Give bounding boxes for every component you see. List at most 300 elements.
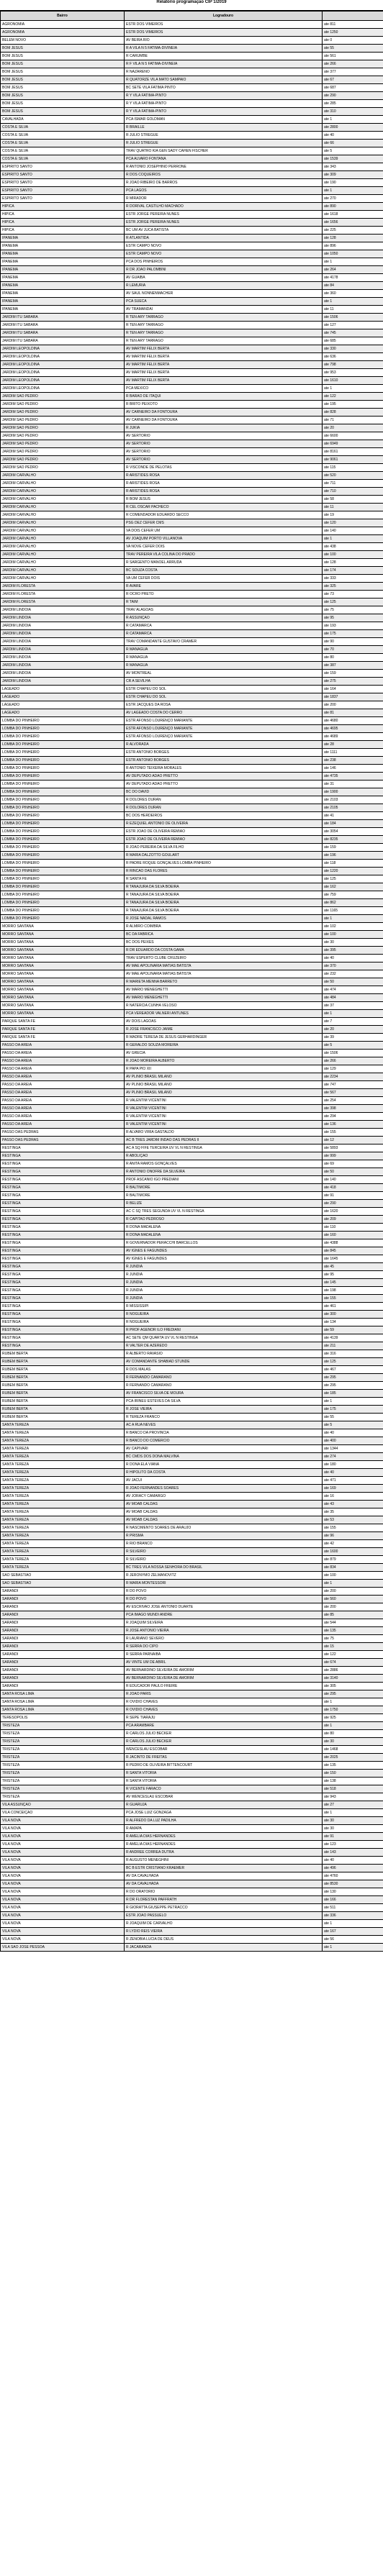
table-row (1, 147, 383, 155)
cell-logradouro: R CEL OSCAR PACHECO (125, 504, 323, 511)
cell-logradouro: R TEREZA FRANCO (125, 1414, 323, 1421)
cell-logradouro: R TEN ARY TARRAGO (125, 337, 323, 345)
cell-numero: ate 1837 (323, 693, 383, 701)
cell-logradouro: AV MARIO MENEGHETTI (125, 994, 323, 1002)
cell-logradouro: CR A SEVILHA (125, 678, 323, 686)
cell-bairro: RESTINGA (1, 1239, 125, 1247)
table-row (1, 1342, 383, 1350)
cell-logradouro: PCA DOS PINHEIROS (125, 258, 323, 266)
cell-numero: ate 70 (323, 646, 383, 654)
cell-logradouro: AV WENCESLAU ESCOBAR (125, 1793, 323, 1801)
cell-bairro: RESTINGA (1, 1176, 125, 1184)
cell-logradouro: AV COMANDANTE SHABIAD STUNDE (125, 1358, 323, 1366)
table-row (1, 1295, 383, 1303)
table-row (1, 1880, 383, 1888)
cell-bairro: JARDIM LINDOIA (1, 638, 125, 646)
cell-bairro: MORRO SANTANA (1, 1002, 125, 1010)
cell-bairro: SARANDI (1, 1596, 125, 1603)
cell-logradouro: ESTR ANTONIO BORGES (125, 757, 323, 765)
table-row (1, 163, 383, 171)
table-row (1, 100, 383, 108)
cell-logradouro: R JOAO MOREIRA ALBERTO (125, 1057, 323, 1065)
cell-logradouro: R ARISTIDES ROSA (125, 480, 323, 488)
cell-bairro: JARDIM LEOPOLDINA (1, 377, 125, 385)
cell-numero: ate 1 (323, 535, 383, 543)
cell-numero: ate 209 (323, 1216, 383, 1224)
cell-numero: ate 40 (323, 1469, 383, 1477)
cell-numero: ate 30 (323, 1825, 383, 1833)
table-row (1, 314, 383, 322)
cell-bairro: RESTINGA (1, 1319, 125, 1326)
cell-numero: ate 467 (323, 1366, 383, 1374)
table-row (1, 1516, 383, 1524)
table-row (1, 1532, 383, 1540)
cell-numero: ate 122 (323, 393, 383, 401)
table-row (1, 187, 383, 195)
cell-numero: ate 95 (323, 1271, 383, 1279)
cell-logradouro: AV DA CAVALHADA (125, 1880, 323, 1888)
cell-logradouro: PCA JOSE LUIZ GONZAGA (125, 1809, 323, 1817)
cell-numero: ate 31 (323, 780, 383, 788)
cell-logradouro: R ANDREE CORREA DUTRA (125, 1849, 323, 1857)
cell-numero: ate 122 (323, 1651, 383, 1659)
cell-bairro: SANTA ROSA LIMA (1, 1706, 125, 1714)
cell-bairro: JARDIM LINDOIA (1, 670, 125, 678)
table-row (1, 1239, 383, 1247)
cell-numero: ate 40 (323, 132, 383, 140)
table-row (1, 496, 383, 504)
cell-bairro: SANTA TEREZA (1, 1548, 125, 1556)
table-row (1, 543, 383, 551)
cell-numero: ate 59 (323, 1326, 383, 1334)
table-row (1, 1184, 383, 1192)
cell-logradouro: AV SERTORIO (125, 440, 323, 448)
cell-bairro: IPANEMA (1, 250, 125, 258)
table-row (1, 1152, 383, 1160)
table-row (1, 1144, 383, 1152)
cell-numero: ate 75 (323, 1635, 383, 1643)
table-row (1, 646, 383, 654)
cell-numero: ate 1220 (323, 868, 383, 875)
cell-logradouro: AV MARTIM FELIX BERTA (125, 353, 323, 361)
cell-numero: ate 811 (323, 21, 383, 29)
cell-bairro: CAVALHADA (1, 116, 125, 124)
cell-numero: ate 55 (323, 45, 383, 53)
cell-logradouro: R VICENTE FARACO (125, 1785, 323, 1793)
cell-logradouro: PCA VEREADOR VALNERI ANTUNES (125, 1010, 323, 1018)
cell-logradouro: AV CAPIVARI (125, 1445, 323, 1453)
cell-bairro: LOMBA DO PINHEIRO (1, 875, 125, 883)
cell-bairro: RESTINGA (1, 1200, 125, 1208)
cell-bairro: PASSO DA AREIA (1, 1113, 125, 1121)
table-row (1, 1176, 383, 1184)
cell-numero: ate 1 (323, 1010, 383, 1018)
cell-bairro: RESTINGA (1, 1192, 125, 1200)
cell-logradouro: ESTR JOAO DE OLIVEIRA REMIAO (125, 836, 323, 844)
cell-bairro: VILA SAO JOSE PESSOA (1, 1944, 125, 1952)
table-row (1, 322, 383, 329)
table-row (1, 266, 383, 274)
cell-numero: ate 232 (323, 970, 383, 978)
cell-numero: ate 4388 (323, 1239, 383, 1247)
cell-bairro: MORRO SANTANA (1, 931, 125, 939)
table-row (1, 60, 383, 68)
table-row (1, 1825, 383, 1833)
cell-numero: ate 211 (323, 1342, 383, 1350)
cell-numero: ate 518 (323, 1785, 383, 1793)
cell-bairro: SARANDI (1, 1603, 125, 1611)
cell-logradouro: R JOAO PARIS (125, 1690, 323, 1698)
cell-bairro: TERESOPOLIS (1, 1714, 125, 1722)
cell-numero: ate 879 (323, 1556, 383, 1564)
cell-logradouro: R EZEQUIEL ANTONIO DE OLIVEIRA (125, 820, 323, 828)
table-row (1, 559, 383, 567)
cell-bairro: BOM JESUS (1, 53, 125, 60)
table-row (1, 1572, 383, 1580)
table-row (1, 1279, 383, 1287)
table-row (1, 1042, 383, 1050)
cell-bairro: BOM JESUS (1, 108, 125, 116)
cell-logradouro: AV GUAIBA (125, 274, 323, 282)
cell-numero: ate 896 (323, 242, 383, 250)
cell-numero: ate 511 (323, 1904, 383, 1912)
cell-numero: ate 370 (323, 962, 383, 970)
table-row (1, 519, 383, 527)
cell-bairro: MORRO SANTANA (1, 970, 125, 978)
cell-numero: ate 330 (323, 345, 383, 353)
cell-bairro: RESTINGA (1, 1255, 125, 1263)
cell-bairro: JARDIM CARVALHO (1, 511, 125, 519)
cell-bairro: RESTINGA (1, 1224, 125, 1232)
cell-logradouro: R BOM JESUS (125, 496, 323, 504)
cell-numero: ate 395 (323, 947, 383, 955)
cell-bairro: VILA NOVA (1, 1857, 125, 1865)
table-row (1, 504, 383, 511)
cell-numero: ate 1 (323, 1698, 383, 1706)
table-row (1, 962, 383, 970)
table-row (1, 1477, 383, 1485)
cell-numero: ate 169 (323, 1485, 383, 1493)
table-row (1, 1216, 383, 1224)
cell-numero: ate 2105 (323, 804, 383, 812)
cell-logradouro: R SILVEIRO (125, 1556, 323, 1564)
table-row (1, 1160, 383, 1168)
cell-bairro: RESTINGA (1, 1342, 125, 1350)
table-row (1, 717, 383, 725)
cell-bairro: JARDIM ITU SABARA (1, 314, 125, 322)
table-row (1, 1762, 383, 1770)
cell-logradouro: R JUNDIA (125, 1271, 323, 1279)
cell-logradouro: R TEN ARY TARRAGO (125, 322, 323, 329)
table-row (1, 298, 383, 306)
cell-logradouro: R DONA ELA VIANA (125, 1461, 323, 1469)
cell-numero: ate 43 (323, 1501, 383, 1508)
cell-bairro: JARDIM CARVALHO (1, 472, 125, 480)
table-row (1, 1018, 383, 1026)
cell-numero: ate 0 (323, 37, 383, 45)
cell-bairro: LOMBA DO PINHEIRO (1, 883, 125, 891)
cell-numero: ate 155 (323, 1524, 383, 1532)
cell-logradouro: R DONA MADALENA (125, 1224, 323, 1232)
cell-logradouro: AC A RUA NEVES (125, 1421, 323, 1429)
cell-bairro: SARANDI (1, 1659, 125, 1667)
cell-numero: ate 400 (323, 1437, 383, 1445)
cell-logradouro: ESTR CHAPEU DO SOL (125, 686, 323, 693)
table-row (1, 1469, 383, 1477)
cell-bairro: BOM JESUS (1, 92, 125, 100)
table-row (1, 686, 383, 693)
cell-numero: ate 130 (323, 1888, 383, 1896)
cell-logradouro: VA NOVE CEFER DOIS (125, 543, 323, 551)
cell-numero: ate 136 (323, 1121, 383, 1129)
cell-logradouro: AV MOAB CALDAS (125, 1508, 323, 1516)
cell-bairro: LOMBA DO PINHEIRO (1, 836, 125, 844)
cell-numero: ate 50 (323, 1168, 383, 1176)
cell-bairro: TRISTEZA (1, 1746, 125, 1754)
cell-logradouro: AV FRANCISCO SILVA DE MOURA (125, 1390, 323, 1398)
cell-bairro: VILA NOVA (1, 1928, 125, 1936)
cell-numero: ate 5 (323, 1042, 383, 1050)
cell-numero: ate 155 (323, 1129, 383, 1137)
cell-bairro: HIPICA (1, 227, 125, 235)
cell-logradouro: R AUGUSTO MENEGHINI (125, 1857, 323, 1865)
cell-bairro: SANTA TEREZA (1, 1501, 125, 1508)
table-row (1, 1912, 383, 1920)
table-row (1, 1350, 383, 1358)
cell-logradouro: R HIPOLITO DA COSTA (125, 1469, 323, 1477)
cell-numero: ate 1618 (323, 211, 383, 219)
cell-logradouro: R ALMIRO COIMBRA (125, 923, 323, 931)
cell-bairro: AGRONOMIA (1, 29, 125, 37)
cell-logradouro: R FERNANDO CAMARANO (125, 1374, 323, 1382)
cell-bairro: PASSO DA AREIA (1, 1105, 125, 1113)
table-row (1, 409, 383, 417)
cell-bairro: MORRO SANTANA (1, 955, 125, 962)
table-row (1, 875, 383, 883)
cell-logradouro: BC SETE VILA FATIMA PINTO (125, 84, 323, 92)
cell-bairro: LOMBA DO PINHEIRO (1, 907, 125, 915)
cell-bairro: PARQUE SANTA FE (1, 1034, 125, 1042)
cell-logradouro: AV CARNEIRO DA FONTOURA (125, 409, 323, 417)
table-row (1, 1303, 383, 1311)
table-row (1, 1271, 383, 1279)
cell-numero: ate 636 (323, 353, 383, 361)
cell-bairro: SANTA ROSA LIMA (1, 1690, 125, 1698)
cell-bairro: RESTINGA (1, 1311, 125, 1319)
cell-logradouro: BC DA FABRICA (125, 931, 323, 939)
cell-numero: ate 100 (323, 931, 383, 939)
cell-bairro: SARANDI (1, 1588, 125, 1596)
table-row (1, 1097, 383, 1105)
cell-bairro: COSTA E SILVA (1, 140, 125, 147)
table-row (1, 591, 383, 599)
table-row (1, 923, 383, 931)
table-row (1, 1611, 383, 1619)
cell-bairro: VILA NOVA (1, 1904, 125, 1912)
cell-numero: ate 7 (323, 1018, 383, 1026)
cell-bairro: PASSO DA AREIA (1, 1073, 125, 1081)
cell-bairro: SANTA TEREZA (1, 1493, 125, 1501)
table-row (1, 432, 383, 440)
cell-bairro: RESTINGA (1, 1216, 125, 1224)
table-row (1, 733, 383, 741)
table-row (1, 575, 383, 583)
cell-numero: ate 1468 (323, 1746, 383, 1754)
cell-logradouro: AV DEPUTADO ADAO PRETTO (125, 773, 323, 780)
cell-logradouro: R TANAJURA DA SILVA BOEIRA (125, 907, 323, 915)
cell-bairro: JARDIM LINDOIA (1, 614, 125, 622)
cell-logradouro: R TAIM (125, 599, 323, 606)
cell-numero: ate 4760 (323, 1872, 383, 1880)
cell-numero: ate 309 (323, 171, 383, 179)
table-row (1, 155, 383, 163)
table-row (1, 1944, 383, 1952)
cell-numero: ate 685 (323, 337, 383, 345)
table-row (1, 227, 383, 235)
table-row (1, 1580, 383, 1588)
table-row (1, 1619, 383, 1627)
cell-bairro: RESTINGA (1, 1144, 125, 1152)
cell-bairro: SARANDI (1, 1643, 125, 1651)
table-row (1, 1643, 383, 1651)
cell-logradouro: TRAV ALAGOAS (125, 606, 323, 614)
cell-bairro: SARANDI (1, 1651, 125, 1659)
cell-numero: ate 30 (323, 1738, 383, 1746)
table-row (1, 970, 383, 978)
cell-bairro: SARANDI (1, 1611, 125, 1619)
table-row (1, 53, 383, 60)
cell-bairro: PASSO DA AREIA (1, 1121, 125, 1129)
cell-bairro: JARDIM SAO PEDRO (1, 448, 125, 456)
cell-logradouro: ESTR AFONSO LOURENÇO MARIANTE (125, 733, 323, 741)
cell-logradouro: R QUATORZE VILA MATO SAMPAIO (125, 76, 323, 84)
cell-numero: ate 20 (323, 1026, 383, 1034)
cell-numero: ate 90 (323, 638, 383, 646)
cell-numero: ate 474 (323, 986, 383, 994)
table-row (1, 1817, 383, 1825)
cell-bairro: ESPIRITO SANTO (1, 163, 125, 171)
cell-bairro: JARDIM CARVALHO (1, 504, 125, 511)
cell-bairro: SARANDI (1, 1683, 125, 1690)
cell-logradouro: BC CMDS DOS DONA MALVINA (125, 1453, 323, 1461)
cell-bairro: TRISTEZA (1, 1785, 125, 1793)
table-row (1, 820, 383, 828)
cell-bairro: SAO SEBASTIAO (1, 1580, 125, 1588)
cell-numero: ate 890 (323, 203, 383, 211)
cell-numero: ate 2234 (323, 1073, 383, 1081)
cell-logradouro: R CATAMARCA (125, 630, 323, 638)
cell-numero: ate 254 (323, 1097, 383, 1105)
cell-logradouro: R GOVERNADOR PERACCHI BARCELLOS (125, 1239, 323, 1247)
cell-logradouro: R BRITO PEIXOTO (125, 401, 323, 409)
cell-numero: ate 125 (323, 875, 383, 883)
table-row (1, 1485, 383, 1493)
cell-logradouro: PCA LAGOS (125, 187, 323, 195)
cell-logradouro: R ANITA RAMOS GONÇALVES (125, 1160, 323, 1168)
table-row (1, 1865, 383, 1872)
table-row (1, 1857, 383, 1865)
cell-numero: ate 745 (323, 329, 383, 337)
cell-numero: ate 747 (323, 1081, 383, 1089)
cell-bairro: JARDIM SAO PEDRO (1, 393, 125, 401)
table-row (1, 1785, 383, 1793)
cell-bairro: MORRO SANTANA (1, 962, 125, 970)
cell-numero: ate 75 (323, 606, 383, 614)
table-row (1, 76, 383, 84)
table-row (1, 1706, 383, 1714)
cell-logradouro: R VALENTIM VICENTINI (125, 1105, 323, 1113)
cell-numero: ate 96 (323, 1532, 383, 1540)
cell-numero: ate 1506 (323, 1050, 383, 1057)
cell-logradouro: R JOAO RIBEIRO DE BARROS (125, 179, 323, 187)
cell-bairro: LAGEADO (1, 686, 125, 693)
table-row (1, 1659, 383, 1667)
table-row (1, 1326, 383, 1334)
table-row (1, 1358, 383, 1366)
cell-logradouro: R COMENDADOR EDUARDO SECCO (125, 511, 323, 519)
cell-bairro: JARDIM CARVALHO (1, 527, 125, 535)
cell-numero: ate 159 (323, 844, 383, 852)
cell-logradouro: BC DOS HERDEIROS (125, 812, 323, 820)
cell-logradouro: AV PLINIO BRASIL MILANO (125, 1073, 323, 1081)
cell-logradouro: AV DEPUTADO ADAO PRETTO (125, 780, 323, 788)
header-bairro: Bairro (1, 12, 125, 21)
cell-bairro: BOM JESUS (1, 60, 125, 68)
cell-logradouro: R Y VILA FATIMA-PINTO (125, 92, 323, 100)
table-row (1, 1770, 383, 1778)
cell-bairro: SANTA TEREZA (1, 1437, 125, 1445)
cell-numero: ate 999 (323, 1152, 383, 1160)
cell-bairro: BOM JESUS (1, 84, 125, 92)
cell-numero: ate 167 (323, 1928, 383, 1936)
table-row (1, 274, 383, 282)
cell-numero: ate 300 (323, 1311, 383, 1319)
cell-numero: ate 1645 (323, 1255, 383, 1263)
table-row (1, 907, 383, 915)
cell-logradouro: AV MAE APOLINARIA MATIAS BATISTA (125, 970, 323, 978)
table-row (1, 1200, 383, 1208)
cell-bairro: RUBEM BERTA (1, 1406, 125, 1414)
cell-numero: ate 5893 (323, 1144, 383, 1152)
cell-logradouro: R PRISMA (125, 1532, 323, 1540)
cell-numero: ate 290 (323, 1200, 383, 1208)
cell-logradouro: ESTR JOAO PASSUELO (125, 1912, 323, 1920)
table-row (1, 1034, 383, 1042)
cell-logradouro: AC C SQ TRES SEGUNDA UV VL N RESTINGA (125, 1208, 323, 1216)
cell-bairro: MORRO SANTANA (1, 947, 125, 955)
cell-numero: ate 8161 (323, 448, 383, 456)
header-logradouro: Logradouro (125, 12, 323, 21)
table-row (1, 1833, 383, 1841)
cell-numero: ate 1506 (323, 314, 383, 322)
cell-logradouro: AV MARTIM FELIX BERTA (125, 369, 323, 377)
table-row (1, 725, 383, 733)
cell-bairro: LAGEADO (1, 693, 125, 701)
cell-logradouro: R JOSE NADAL RAMOS (125, 915, 323, 923)
table-row (1, 116, 383, 124)
cell-logradouro: AV SERTORIO (125, 448, 323, 456)
cell-numero: ate 1750 (323, 1706, 383, 1714)
cell-logradouro: R JACARANDA (125, 1944, 323, 1952)
cell-logradouro: R NAZARENO (125, 68, 323, 76)
cell-logradouro: R EDUCADOR PAULO FREIRE (125, 1683, 323, 1690)
table-row (1, 1920, 383, 1928)
cell-logradouro: R ALBERTO RAVASIO (125, 1350, 323, 1358)
table-row (1, 860, 383, 868)
table-row (1, 1588, 383, 1596)
cell-logradouro: PCA ALVARO FONTANA (125, 155, 323, 163)
cell-bairro: JARDIM LINDOIA (1, 646, 125, 654)
